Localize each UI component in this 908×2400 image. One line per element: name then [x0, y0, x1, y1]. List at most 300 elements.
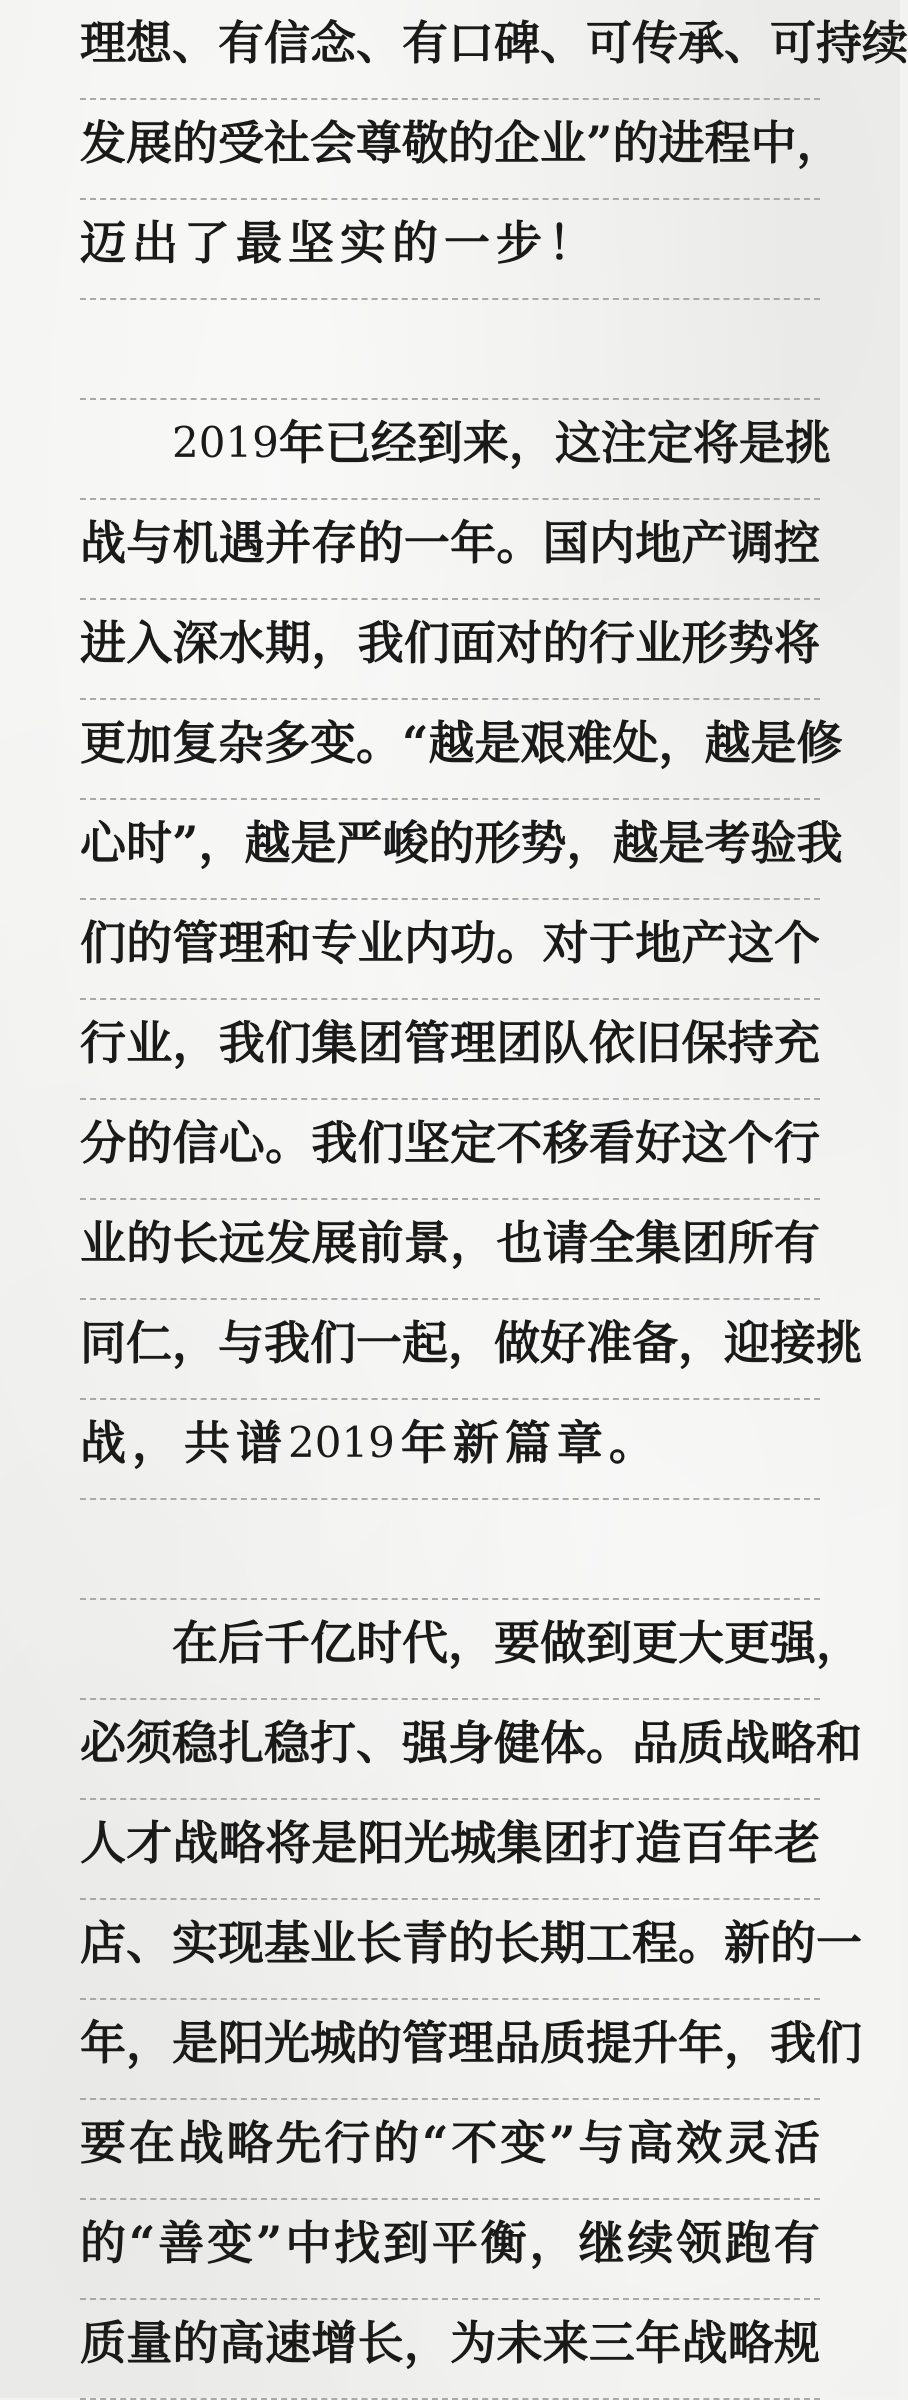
paragraph-start-line — [80, 400, 831, 500]
char-glyph: 的 — [542, 616, 589, 670]
char-glyph: 善 — [158, 2216, 205, 2270]
char-glyph: 个 — [727, 1116, 774, 1170]
char-glyph: 我 — [311, 1116, 358, 1170]
char-glyph: 挑 — [816, 1316, 862, 1370]
char-glyph: 身 — [448, 1716, 494, 1770]
char-glyph: 的 — [126, 1216, 173, 1270]
char-glyph: 接 — [770, 1316, 816, 1370]
char-glyph: ， — [796, 116, 843, 170]
char-glyph: 强 — [770, 1616, 816, 1670]
char-glyph: 将 — [692, 416, 739, 470]
char-glyph: 平 — [431, 2216, 478, 2270]
char-glyph: 增 — [311, 2316, 358, 2370]
char-glyph: 备 — [632, 1316, 678, 1370]
char-glyph: 团 — [496, 1016, 543, 1070]
char-glyph: 们 — [80, 916, 126, 970]
char-glyph: ， — [816, 1616, 862, 1670]
char-glyph: ！ — [548, 216, 594, 270]
char-glyph: 章 — [556, 1416, 603, 1470]
char-glyph: 集 — [311, 1016, 358, 1070]
char-glyph: 的 — [172, 2316, 219, 2370]
char-glyph: 年 — [450, 516, 497, 570]
char-glyph: ， — [126, 2016, 172, 2070]
number-glyph: 2019 — [288, 1418, 395, 1467]
char-glyph: 大 — [678, 1616, 724, 1670]
char-glyph: 打 — [588, 1816, 635, 1870]
char-glyph: 、 — [356, 1716, 402, 1770]
char-glyph: 变 — [207, 2216, 254, 2270]
char-glyph: 好 — [540, 1316, 586, 1370]
letter-line — [80, 1100, 820, 1200]
char-glyph: 多 — [264, 716, 310, 770]
char-glyph: 难 — [566, 716, 613, 770]
char-glyph: 跑 — [724, 2216, 771, 2270]
char-glyph: 挑 — [784, 416, 831, 470]
char-glyph: 们 — [310, 1316, 356, 1370]
char-glyph: 体 — [540, 1716, 586, 1770]
char-glyph: 坚 — [288, 216, 334, 270]
char-glyph: 千 — [264, 1616, 310, 1670]
letter-line — [80, 1800, 820, 1900]
char-glyph: 一 — [444, 216, 490, 270]
char-glyph: 是 — [474, 716, 521, 770]
char-glyph: 战 — [80, 516, 126, 570]
char-glyph: 理 — [80, 16, 126, 70]
char-glyph: “ — [422, 2116, 449, 2170]
char-glyph: 进 — [658, 116, 705, 170]
char-glyph: 功 — [450, 916, 497, 970]
char-glyph: 理 — [218, 916, 265, 970]
char-glyph: 口 — [448, 16, 494, 70]
char-glyph: 健 — [494, 1716, 540, 1770]
char-glyph: 这 — [681, 1116, 728, 1170]
char-glyph: 强 — [402, 1716, 448, 1770]
char-glyph: 略 — [226, 2116, 273, 2170]
char-glyph: 承 — [678, 16, 724, 70]
char-glyph: 新 — [452, 1416, 499, 1470]
char-glyph: 敬 — [402, 116, 448, 170]
char-glyph: 管 — [172, 916, 219, 970]
char-glyph: ， — [529, 2216, 576, 2270]
char-glyph: 加 — [126, 716, 172, 770]
char-glyph: 修 — [796, 716, 843, 770]
char-glyph: 考 — [704, 816, 751, 870]
char-glyph: 谱 — [236, 1416, 282, 1470]
char-glyph: 年 — [727, 1816, 774, 1870]
char-glyph: 尊 — [356, 116, 402, 170]
char-glyph: 。 — [496, 516, 543, 570]
char-glyph: 定 — [450, 1116, 497, 1170]
char-glyph: 的 — [126, 916, 173, 970]
char-glyph: 调 — [727, 516, 774, 570]
char-glyph: 业 — [126, 1016, 173, 1070]
char-glyph: 请 — [542, 1216, 589, 1270]
char-glyph: 是 — [750, 716, 797, 770]
char-glyph: 专 — [311, 916, 358, 970]
char-glyph: 战 — [172, 1816, 219, 1870]
char-glyph: 量 — [126, 2316, 173, 2370]
char-glyph: 持 — [816, 16, 862, 70]
char-glyph: 仁 — [126, 1316, 172, 1370]
char-glyph: 迎 — [724, 1316, 770, 1370]
char-glyph: 先 — [275, 2116, 322, 2170]
char-glyph: 是 — [172, 2016, 218, 2070]
char-glyph: 心 — [80, 816, 126, 870]
char-glyph: 是 — [311, 1816, 358, 1870]
char-glyph: 的 — [126, 1116, 173, 1170]
char-glyph: 可 — [586, 16, 632, 70]
char-glyph: 工 — [586, 1916, 632, 1970]
char-glyph: 城 — [450, 1816, 497, 1870]
char-glyph: 行 — [588, 616, 635, 670]
char-glyph: 有 — [402, 16, 448, 70]
char-glyph: 来 — [462, 416, 509, 470]
char-glyph: ” — [549, 2116, 576, 2170]
char-glyph: 起 — [402, 1316, 448, 1370]
char-glyph: 人 — [80, 1816, 126, 1870]
char-glyph: ， — [678, 1316, 724, 1370]
handwritten-letter — [80, 0, 908, 2400]
char-glyph: 的 — [770, 1916, 816, 1970]
char-glyph: 战 — [177, 2116, 224, 2170]
char-glyph: 产 — [681, 916, 728, 970]
char-glyph: 阳 — [357, 1816, 404, 1870]
char-glyph: 这 — [727, 916, 774, 970]
char-glyph: 和 — [816, 1716, 862, 1770]
char-glyph: 年 — [400, 1416, 447, 1470]
letter-line — [80, 1300, 862, 1400]
char-glyph: 产 — [681, 516, 728, 570]
char-glyph: 百 — [681, 1816, 728, 1870]
char-glyph: 一 — [356, 1316, 402, 1370]
char-glyph: 严 — [336, 816, 383, 870]
char-glyph: 期 — [540, 1916, 586, 1970]
char-glyph: 未 — [496, 2316, 543, 2370]
char-glyph: 并 — [265, 516, 312, 570]
char-glyph: 集 — [496, 1816, 543, 1870]
char-glyph: 行 — [80, 1016, 126, 1070]
char-glyph: ， — [132, 1416, 178, 1470]
char-glyph: 光 — [264, 2016, 310, 2070]
letter-line — [80, 500, 820, 600]
char-glyph: 全 — [588, 1216, 635, 1270]
char-glyph: 展 — [126, 116, 172, 170]
char-glyph: 越 — [428, 716, 475, 770]
char-glyph: 进 — [80, 616, 126, 670]
char-glyph: ， — [566, 816, 613, 870]
char-glyph: 可 — [770, 16, 816, 70]
char-glyph: 团 — [542, 1816, 589, 1870]
char-glyph: 们 — [816, 2016, 862, 2070]
char-glyph: 来 — [542, 2316, 589, 2370]
char-glyph: 和 — [265, 916, 312, 970]
char-glyph: 到 — [416, 416, 463, 470]
char-glyph: ， — [172, 1016, 219, 1070]
char-glyph: 也 — [496, 1216, 543, 1270]
letter-line — [80, 0, 908, 100]
char-glyph: 势 — [727, 616, 774, 670]
char-glyph: 发 — [80, 116, 126, 170]
char-glyph: 业 — [635, 616, 682, 670]
char-glyph: 光 — [403, 1816, 450, 1870]
char-glyph: “ — [402, 716, 429, 770]
char-glyph: 控 — [773, 516, 820, 570]
char-glyph: 。 — [678, 1916, 724, 1970]
char-glyph: 扎 — [218, 1716, 264, 1770]
char-glyph: 对 — [542, 916, 589, 970]
char-glyph: 的 — [392, 216, 438, 270]
char-glyph: 持 — [727, 1016, 774, 1070]
char-glyph: 的 — [612, 116, 659, 170]
char-glyph: 时 — [356, 1616, 402, 1670]
paragraph-start-line — [80, 1600, 862, 1700]
char-glyph: 队 — [542, 1016, 589, 1070]
char-glyph: 质 — [80, 2316, 126, 2370]
letter-line — [80, 900, 820, 1000]
char-glyph: 越 — [244, 816, 291, 870]
char-glyph: 势 — [520, 816, 567, 870]
char-glyph: 管 — [403, 1016, 450, 1070]
char-glyph: 旧 — [635, 1016, 682, 1070]
char-glyph: 遇 — [218, 516, 265, 570]
char-glyph: 团 — [357, 1016, 404, 1070]
char-glyph: 水 — [218, 616, 265, 670]
char-glyph: 打 — [310, 1716, 356, 1770]
char-glyph: 一 — [816, 1916, 862, 1970]
char-glyph: 一 — [403, 516, 450, 570]
char-glyph: 必 — [80, 1716, 126, 1770]
char-glyph: 入 — [126, 616, 173, 670]
char-glyph: 长 — [172, 1216, 219, 1270]
char-glyph: 杂 — [218, 716, 264, 770]
char-glyph: 有 — [218, 16, 264, 70]
char-glyph: 步 — [496, 216, 542, 270]
char-glyph: 展 — [311, 1216, 358, 1270]
char-glyph: 准 — [586, 1316, 632, 1370]
char-glyph: 我 — [218, 1016, 265, 1070]
char-glyph: 是 — [290, 816, 337, 870]
char-glyph: 的 — [80, 2216, 126, 2270]
char-glyph: 地 — [635, 516, 682, 570]
letter-line — [80, 2300, 820, 2400]
char-glyph: 中 — [750, 116, 797, 170]
char-glyph: 信 — [264, 16, 310, 70]
char-glyph: 们 — [403, 616, 450, 670]
char-glyph: 的 — [356, 2016, 402, 2070]
char-glyph: 高 — [627, 2116, 674, 2170]
char-glyph: 存 — [311, 516, 358, 570]
char-glyph: 变 — [310, 716, 356, 770]
char-glyph: ， — [508, 416, 555, 470]
char-glyph: 更 — [632, 1616, 678, 1670]
char-glyph: 依 — [588, 1016, 635, 1070]
letter-line — [80, 1200, 820, 1300]
char-glyph: 迈 — [80, 216, 126, 270]
char-glyph: 须 — [126, 1716, 172, 1770]
char-glyph: 程 — [632, 1916, 678, 1970]
char-glyph: 、 — [172, 16, 218, 70]
char-glyph: 艰 — [520, 716, 567, 770]
char-glyph: 稳 — [172, 1716, 218, 1770]
char-glyph: 。 — [265, 1116, 312, 1170]
char-glyph: 做 — [494, 1316, 540, 1370]
char-glyph: 所 — [727, 1216, 774, 1270]
char-glyph: 略 — [727, 2316, 774, 2370]
char-glyph: 不 — [496, 1116, 543, 1170]
char-glyph: ” — [172, 816, 199, 870]
char-glyph: 想 — [126, 16, 172, 70]
letter-line — [80, 2200, 820, 2300]
char-glyph: 对 — [496, 616, 543, 670]
char-glyph: 是 — [738, 416, 785, 470]
char-glyph: 念 — [310, 16, 356, 70]
char-glyph: 效 — [676, 2116, 723, 2170]
char-glyph: 将 — [773, 616, 820, 670]
char-glyph: 略 — [770, 1716, 816, 1770]
letter-line — [80, 1900, 862, 2000]
char-glyph: 我 — [357, 616, 404, 670]
char-glyph: 。 — [496, 916, 543, 970]
char-glyph: 传 — [632, 16, 678, 70]
char-glyph: 领 — [676, 2216, 723, 2270]
char-glyph: 高 — [218, 2316, 265, 2370]
char-glyph: 有 — [773, 1216, 820, 1270]
char-glyph: ， — [311, 616, 358, 670]
char-glyph: 老 — [773, 1816, 820, 1870]
char-glyph: 规 — [773, 2316, 820, 2370]
char-glyph: 要 — [80, 2116, 126, 2170]
letter-line — [80, 100, 843, 200]
char-glyph: 在 — [172, 1616, 218, 1670]
char-glyph: 受 — [218, 116, 264, 170]
char-glyph: 同 — [80, 1316, 126, 1370]
char-glyph: 这 — [554, 416, 601, 470]
number-glyph: 2019 — [172, 418, 279, 467]
letter-line — [80, 600, 820, 700]
char-glyph: 面 — [450, 616, 497, 670]
char-glyph: 后 — [218, 1616, 264, 1670]
char-glyph: 形 — [681, 616, 728, 670]
char-glyph: 质 — [540, 2016, 586, 2070]
char-glyph: 的 — [448, 116, 494, 170]
char-glyph: 景 — [403, 1216, 450, 1270]
char-glyph: 集 — [635, 1216, 682, 1270]
char-glyph: 、 — [356, 16, 402, 70]
char-glyph: 造 — [635, 1816, 682, 1870]
char-glyph: 远 — [218, 1216, 265, 1270]
char-glyph: 企 — [494, 116, 540, 170]
char-glyph: 们 — [357, 1116, 404, 1170]
char-glyph: 地 — [635, 916, 682, 970]
char-glyph: 最 — [236, 216, 282, 270]
letter-line — [80, 800, 843, 900]
letter-line — [80, 2000, 862, 2100]
letter-line — [80, 1700, 862, 1800]
char-glyph: 内 — [588, 516, 635, 570]
char-glyph: 略 — [218, 1816, 265, 1870]
char-glyph: 注 — [600, 416, 647, 470]
char-glyph: 看 — [588, 1116, 635, 1170]
char-glyph: 提 — [586, 2016, 632, 2070]
char-glyph: 分 — [80, 1116, 126, 1170]
char-glyph: 现 — [218, 1916, 264, 1970]
blank-line — [80, 300, 820, 400]
char-glyph: 深 — [172, 616, 219, 670]
char-glyph: 、 — [126, 1916, 172, 1970]
char-glyph: 继 — [578, 2216, 625, 2270]
char-glyph: ， — [172, 1316, 218, 1370]
char-glyph: 店 — [80, 1916, 126, 1970]
char-glyph: 实 — [172, 1916, 218, 1970]
char-glyph: 与 — [218, 1316, 264, 1370]
char-glyph: 的 — [172, 116, 218, 170]
char-glyph: 中 — [285, 2216, 332, 2270]
char-glyph: 碑 — [494, 16, 540, 70]
letter-line — [80, 2100, 820, 2200]
char-glyph: 。 — [356, 716, 402, 770]
char-glyph: 与 — [578, 2116, 625, 2170]
char-glyph: 我 — [770, 2016, 816, 2070]
letter-line — [80, 1000, 820, 1100]
char-glyph: 活 — [773, 2116, 820, 2170]
char-glyph: 国 — [542, 516, 589, 570]
char-glyph: 变 — [500, 2116, 547, 2170]
char-glyph: 战 — [724, 1716, 770, 1770]
char-glyph: 品 — [632, 1716, 678, 1770]
char-glyph: 峻 — [382, 816, 429, 870]
char-glyph: 与 — [126, 516, 173, 570]
char-glyph: 验 — [750, 816, 797, 870]
char-glyph: ， — [198, 816, 245, 870]
char-glyph: ， — [658, 716, 705, 770]
char-glyph: ” — [255, 2216, 283, 2270]
char-glyph: 于 — [588, 916, 635, 970]
char-glyph: 实 — [340, 216, 386, 270]
char-glyph: 年 — [678, 2016, 724, 2070]
char-glyph: 业 — [357, 916, 404, 970]
char-glyph: 管 — [402, 2016, 448, 2070]
char-glyph: 业 — [80, 1216, 126, 1270]
char-glyph: 时 — [126, 816, 172, 870]
char-glyph: 移 — [542, 1116, 589, 1170]
char-glyph: 。 — [608, 1416, 655, 1470]
char-glyph: 质 — [678, 1716, 724, 1770]
char-glyph: 年 — [278, 416, 325, 470]
letter-line — [80, 700, 843, 800]
char-glyph: 程 — [704, 116, 751, 170]
char-glyph: 经 — [370, 416, 417, 470]
char-glyph: 越 — [612, 816, 659, 870]
char-glyph: 业 — [540, 116, 586, 170]
char-glyph: 共 — [184, 1416, 230, 1470]
char-glyph: 长 — [494, 1916, 540, 1970]
letter-line — [80, 1400, 820, 1500]
char-glyph: 有 — [773, 2216, 820, 2270]
char-glyph: 战 — [681, 2316, 728, 2370]
char-glyph: 长 — [357, 2316, 404, 2370]
char-glyph: 新 — [724, 1916, 770, 1970]
char-glyph: 是 — [658, 816, 705, 870]
char-glyph: 出 — [132, 216, 178, 270]
char-glyph: 续 — [862, 16, 908, 70]
char-glyph: 行 — [773, 1116, 820, 1170]
char-glyph: 内 — [403, 916, 450, 970]
char-glyph: ， — [450, 1216, 497, 1270]
char-glyph: 的 — [373, 2116, 420, 2170]
char-glyph: 已 — [324, 416, 371, 470]
char-glyph: 我 — [796, 816, 843, 870]
char-glyph: 。 — [586, 1716, 632, 1770]
